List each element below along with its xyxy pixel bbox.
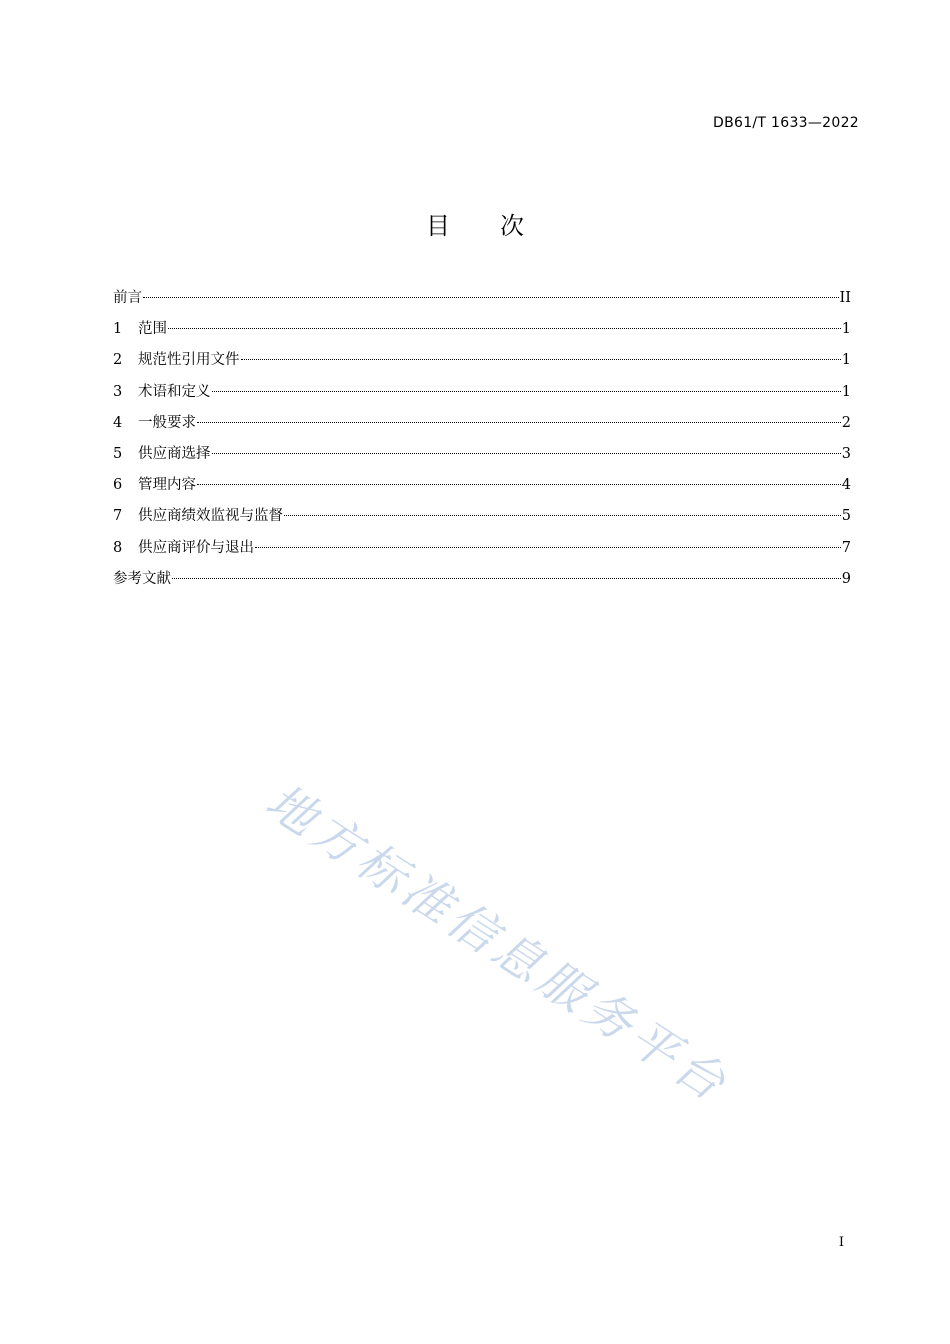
dot-leader <box>284 515 841 516</box>
toc-entry-number: 5 <box>113 445 123 462</box>
toc-entry-page: 4 <box>841 477 851 494</box>
toc-entry-number: 1 <box>113 321 123 338</box>
dot-leader <box>241 359 841 360</box>
toc-entry-label: 范围 <box>138 321 167 338</box>
toc-entry-number: 8 <box>113 539 123 556</box>
toc-entry-supplier-performance-monitoring[interactable] <box>113 504 851 535</box>
toc-entry-management-content[interactable] <box>113 473 851 504</box>
toc-entry-bibliography[interactable] <box>113 567 851 598</box>
toc-entry-label: 前言 <box>113 290 142 306</box>
toc-entry-label: 管理内容 <box>138 477 196 494</box>
toc-entry-supplier-selection[interactable] <box>113 442 851 473</box>
toc-entry-page: 9 <box>841 570 851 587</box>
dot-leader <box>172 578 841 579</box>
toc-entry-label: 规范性引用文件 <box>138 352 240 369</box>
toc-entry-number: 4 <box>113 414 123 431</box>
toc-entry-terms-definitions[interactable] <box>113 380 851 411</box>
toc-entry-page: 2 <box>841 414 851 431</box>
toc-entry-supplier-evaluation-exit[interactable] <box>113 536 851 567</box>
toc-entry-page: 1 <box>841 383 851 400</box>
dot-leader <box>212 391 841 392</box>
watermark: 地方标准信息服务平台 <box>255 773 740 1115</box>
dot-leader <box>255 547 841 548</box>
toc-entry-label: 供应商评价与退出 <box>138 539 254 556</box>
dot-leader <box>197 422 841 423</box>
toc-entry-page: 7 <box>841 539 851 556</box>
toc-entry-page: II <box>839 290 851 306</box>
toc-entry-label: 供应商绩效监视与监督 <box>138 508 283 525</box>
toc-entry-number: 7 <box>113 508 123 525</box>
toc-entry-label: 供应商选择 <box>138 445 211 462</box>
toc-entry-normative-references[interactable] <box>113 348 851 379</box>
page-number: I <box>838 1235 844 1250</box>
dot-leader <box>143 297 839 298</box>
toc-entry-number: 2 <box>113 352 123 369</box>
toc-entry-number: 3 <box>113 383 123 400</box>
toc-title: 目次 <box>426 212 574 240</box>
toc-entry-scope[interactable] <box>113 317 851 348</box>
dot-leader <box>197 484 841 485</box>
toc-entry-page: 5 <box>841 508 851 525</box>
toc-entry-general-requirements[interactable] <box>113 411 851 442</box>
toc-entry-number: 6 <box>113 477 123 494</box>
dot-leader <box>212 453 841 454</box>
toc-entry-label: 一般要求 <box>138 414 196 431</box>
dot-leader <box>168 328 841 329</box>
toc-entry-foreword[interactable] <box>113 286 851 317</box>
document-code: DB61/T 1633—2022 <box>713 115 859 131</box>
toc-entry-label: 术语和定义 <box>138 383 211 400</box>
table-of-contents <box>113 286 851 598</box>
toc-entry-page: 3 <box>841 445 851 462</box>
toc-entry-page: 1 <box>841 321 851 338</box>
toc-entry-page: 1 <box>841 352 851 369</box>
toc-entry-label: 参考文献 <box>113 570 171 587</box>
